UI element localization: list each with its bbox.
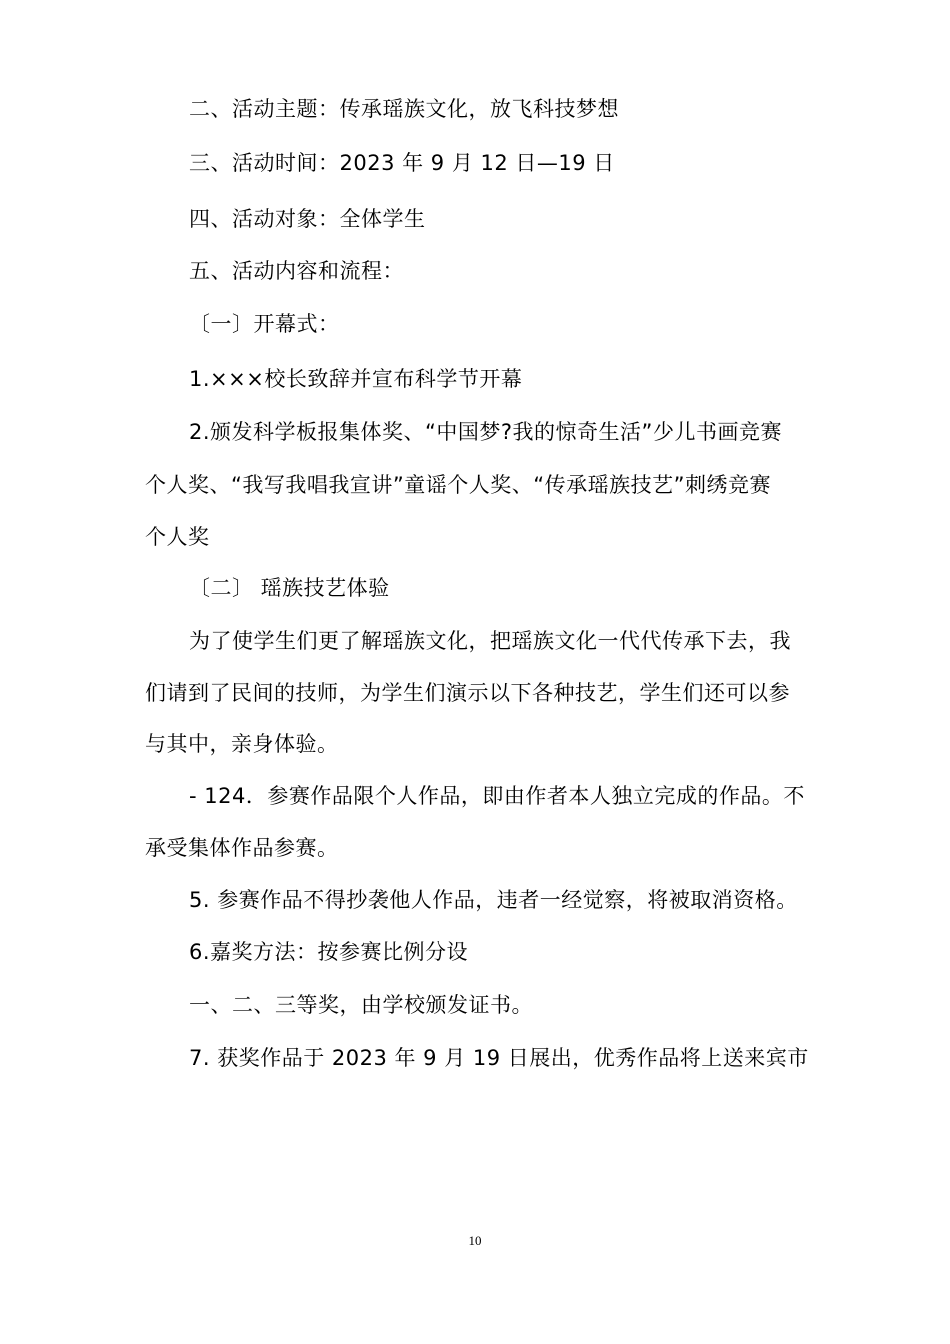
item-2-awards-line-1: 2.颁发科学板报集体奖、“中国梦?我的惊奇生活”少儿书画竞赛 — [189, 420, 782, 444]
activity-theme: 二、活动主题：传承瑶族文化，放飞科技梦想 — [189, 97, 619, 121]
page-number: 10 — [468, 1233, 482, 1248]
item-2-awards-line-2: 个人奖、“我写我唱我宣讲”童谣个人奖、“传承瑶族技艺”刺绣竞赛 — [145, 473, 772, 497]
activity-target: 四、活动对象：全体学生 — [189, 207, 426, 231]
rule-individual-works-line-2: 承受集体作品参赛。 — [145, 836, 339, 860]
item-1-speech: 1.×××校长致辞并宣布科学节开幕 — [189, 367, 523, 391]
rule-6-awards-method: 6.嘉奖方法：按参赛比例分设 — [189, 940, 469, 964]
rule-individual-works-line-1: - 124．参赛作品限个人作品，即由作者本人独立完成的作品。不 — [189, 784, 805, 808]
award-tiers: 一、二、三等奖，由学校颁发证书。 — [189, 993, 533, 1017]
rule-5-no-plagiarism: 5. 参赛作品不得抄袭他人作品，违者一经觉察，将被取消资格。 — [189, 888, 798, 912]
craft-paragraph-line-3: 与其中，亲身体验。 — [145, 732, 339, 756]
activity-content-heading: 五、活动内容和流程： — [189, 259, 404, 283]
craft-paragraph-line-1: 为了使学生们更了解瑶族文化，把瑶族文化一代代传承下去，我 — [189, 629, 791, 653]
item-2-awards-line-3: 个人奖 — [145, 525, 210, 549]
craft-paragraph-line-2: 们请到了民间的技师，为学生们演示以下各种技艺，学生们还可以参 — [145, 681, 790, 705]
opening-ceremony-heading: 〔一〕开幕式： — [189, 312, 340, 336]
rule-7-exhibition: 7. 获奖作品于 2023 年 9 月 19 日展出，优秀作品将上送来宾市 — [189, 1046, 809, 1070]
activity-time: 三、活动时间：2023 年 9 月 12 日—19 日 — [189, 151, 615, 175]
yao-craft-heading: 〔二〕 瑶族技艺体验 — [189, 576, 390, 600]
